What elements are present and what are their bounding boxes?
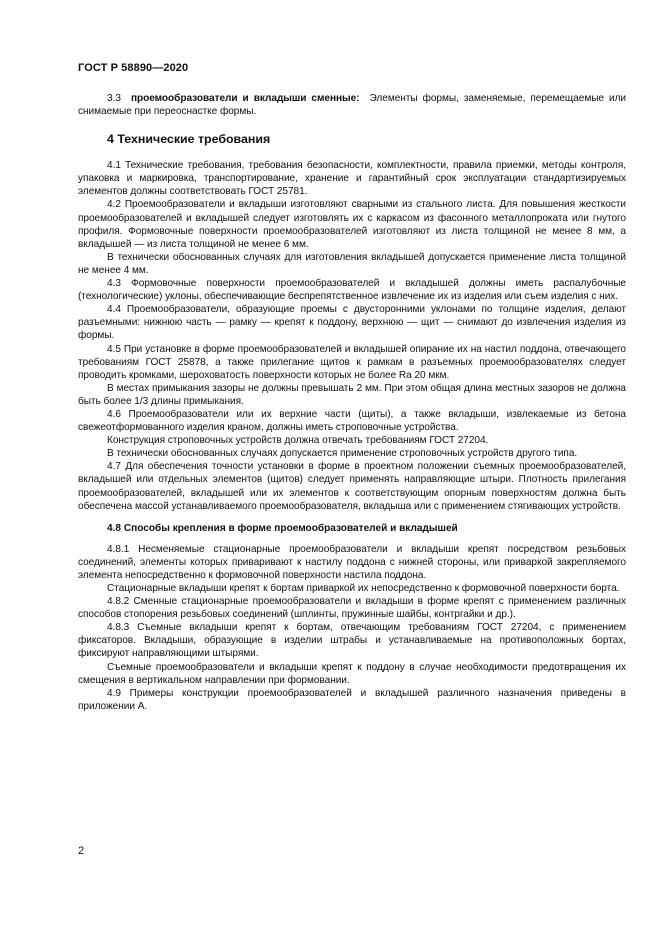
paragraph: 4.9 Примеры конструкции проемообразователей и вкладышей различного назначения приведены в приложении А. — [78, 687, 626, 712]
paragraph: 4.7 Для обеспечения точности установки в форме в проектном положении съемных проемообразователей, вкладышей или отдельных элементов (щитов) следует применять направляющие штыри. Плотность прилегания проемообразователей, вкладышей или их элементов к соответствующим опорным поверхностям должна быть обеспечена массой устанавливаемого проемообразователя, вкладыша или с применением стягивающих устройств. — [78, 461, 626, 512]
paragraph: 4.8.3 Съемные вкладыши крепят к бортам, отвечающим требованиям ГОСТ 27204, с применением фиксаторов. Вкладыши, образующие в изделии штрабы и устанавливаемые на противоположных бортах, фиксируют направляющими штырями. — [78, 622, 626, 660]
document-body — [78, 92, 626, 713]
paragraph: 4.1 Технические требования, требования безопасности, комплектности, правила приемки, методы контроля, упаковка и маркировка, транспортирование, хранение и гарантийный срок эксплуатации стандартизируемых элементов должны соответствовать ГОСТ 25781. — [78, 160, 626, 198]
section-heading: 4 Технические требования — [107, 132, 271, 147]
clause-number: 3.3 — [107, 93, 121, 104]
subsection-heading: 4.8 Способы крепления в форме проемообразователей и вкладышей — [107, 522, 458, 534]
document-header: ГОСТ Р 58890—2020 — [78, 62, 189, 74]
paragraph: 4.5 При установке в форме проемообразователей и вкладышей опирание их на настил поддона, отвечающего требованиям ГОСТ 25878, а также прилегание щитов к рамкам в разъемных проемообразователях следует проводить кромками, шероховатость поверхности которых не более Ra 20 мкм. — [78, 343, 626, 381]
paragraph: В технически обоснованных случаях для изготовления вкладышей допускается применение листа толщиной не менее 4 мм. — [78, 251, 626, 276]
paragraph: 4.8.2 Сменные стационарные проемообразователи и вкладыши в форме крепят с применением различных способов стопорения резьбовых соединений (шплинты, пружинные шайбы, контргайки и др.). — [78, 596, 626, 621]
paragraph: 4.4 Проемообразователи, образующие проемы с двусторонними уклонами по толщине изделия, делают разъемными: нижнюю часть — рамку — крепят к поддону, верхнюю — щит — снимают до извлечения изделия из формы. — [78, 304, 626, 342]
paragraph: 4.6 Проемообразователи или их верхние части (щиты), а также вкладыши, извлекаемые из бетона свежеотформованного изделия краном, должны иметь строповочные устройства. — [78, 408, 626, 434]
paragraph: В технически обоснованных случаях допускается применение строповочных устройств другого типа. — [107, 448, 578, 460]
paragraph: Конструкция строповочных устройств должна отвечать требованиям ГОСТ 27204. — [107, 435, 489, 447]
clause-term: проемообразователи и вкладыши сменные: — [130, 93, 360, 104]
clause-3-3 — [78, 92, 626, 118]
paragraph: Стационарные вкладыши крепят к бортам приваркой их непосредственно к формовочной поверхности борта. — [107, 583, 620, 594]
paragraph: 4.8.1 Несменяемые стационарные проемообразователи и вкладыши крепят посредством резьбовых соединений, элементы которых приваривают к настилу поддона с нижней стороны, или приваркой закрепляемого элемента непосредственно к формовочной поверхности настила поддона. — [78, 543, 626, 581]
clause-text: Элементы формы, заменяемые, перемещаемые или снимаемые при переоснастке формы. — [78, 93, 627, 118]
paragraph: Съемные проемообразователи и вкладыши крепят к поддону в случае необходимости предотвращения их смещения в вертикальном направлении при формовании. — [78, 661, 626, 686]
paragraph: 4.2 Проемообразователи и вкладыши изготовляют сварными из стального листа. Для повышения жесткости проемообразователей и вкладышей следует изготовлять их с каркасом из фасонного металлопроката или гнутого профиля. Формовочные поверхности проемообразователей изготовляют из листа толщиной не менее 8 мм, а вкладышей — из листа толщиной не менее 6 мм. — [78, 199, 626, 250]
paragraph: В местах примыкания зазоры не должны превышать 2 мм. При этом общая длина местных зазоров не должна быть более 1/3 длины примыкания. — [78, 382, 626, 407]
paragraph: 4.3 Формовочные поверхности проемообразователей и вкладышей должны иметь распалубочные (технологические) уклоны, обеспечивающие беспрепятственное извлечение их из изделия или съем изделия с них. — [78, 278, 626, 303]
page-number: 2 — [78, 845, 85, 857]
